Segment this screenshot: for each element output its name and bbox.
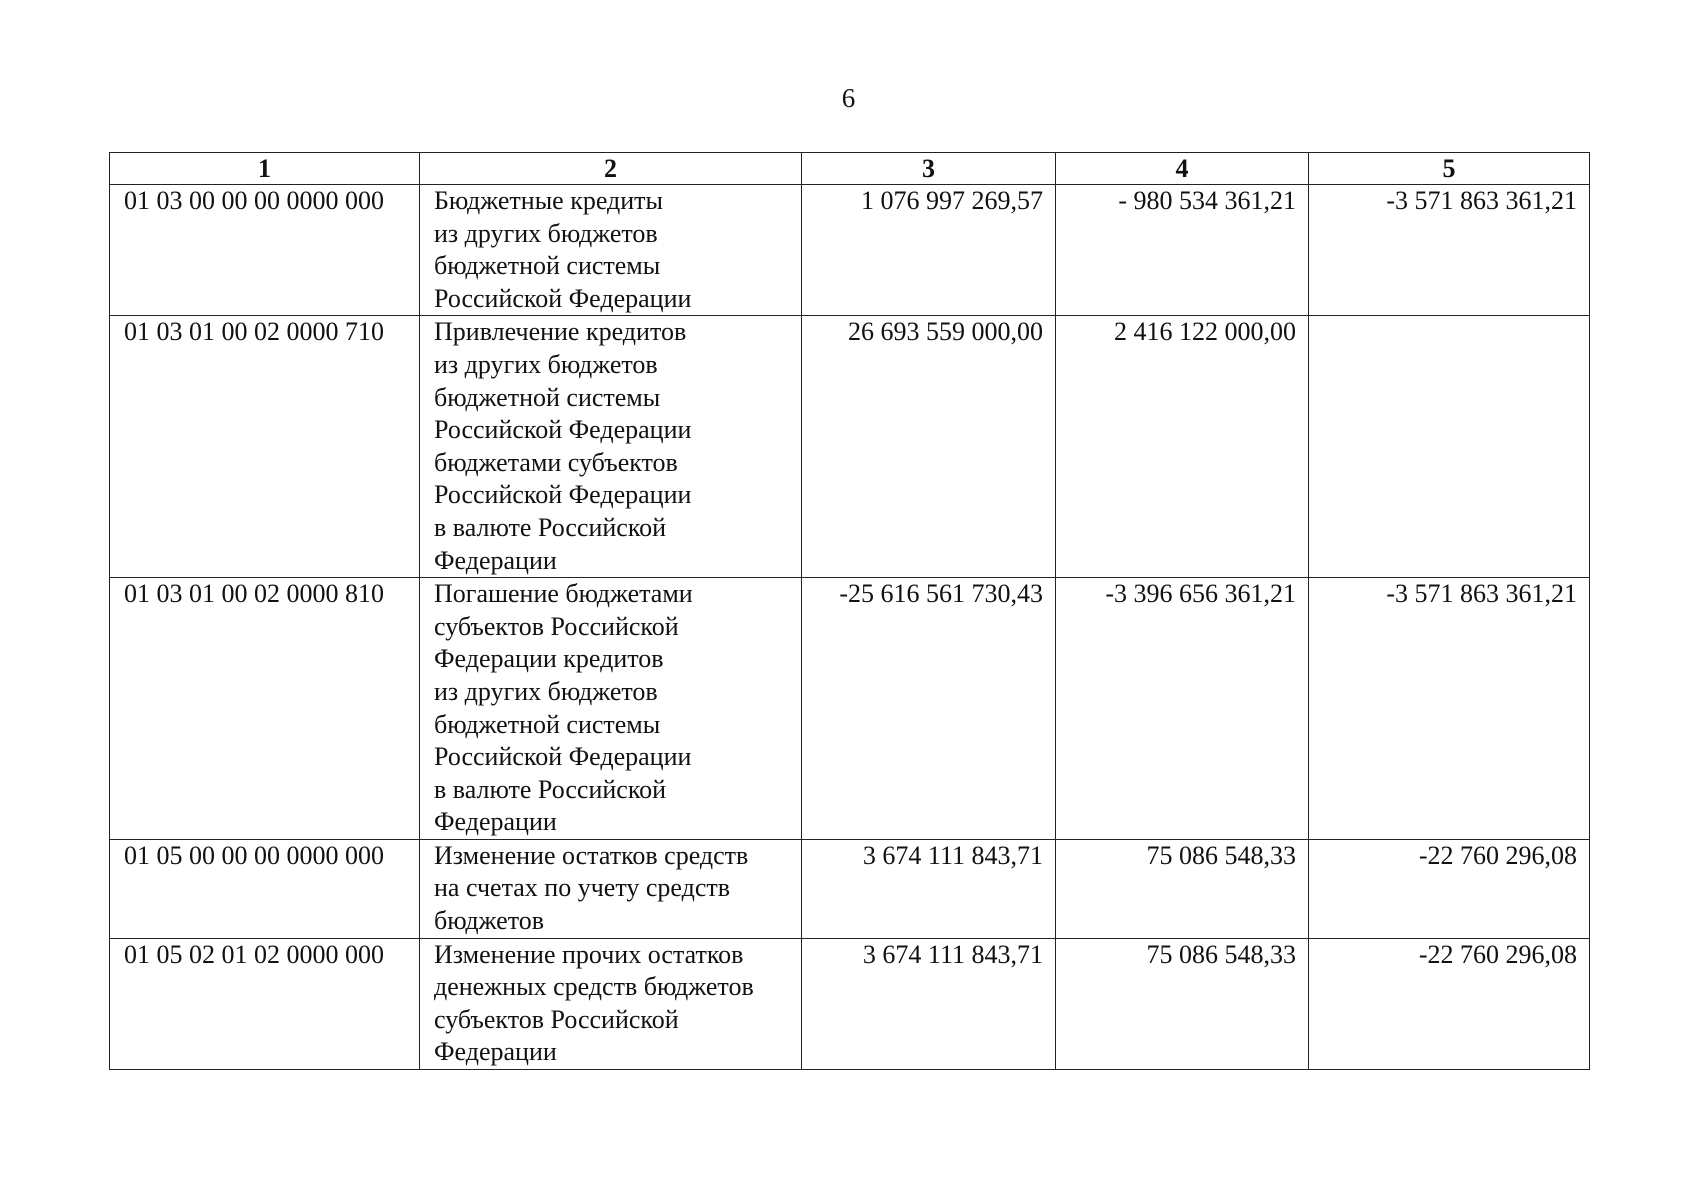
row-name [420, 839, 802, 938]
table-row [110, 938, 1590, 1069]
row-value-col-5: -22 760 296,08 [1309, 938, 1590, 1069]
budget-sources-table [109, 152, 1590, 1070]
row-value-col-5 [1309, 316, 1590, 578]
row-value-col-3: 26 693 559 000,00 [802, 316, 1056, 578]
row-name-line: бюджетной системы [434, 251, 661, 281]
row-code: 01 03 00 00 00 0000 000 [110, 185, 420, 316]
page-number: 6 [841, 83, 856, 113]
table-row [110, 839, 1590, 938]
row-name [420, 578, 802, 840]
row-value-col-5: -3 571 863 361,21 [1309, 185, 1590, 316]
row-code: 01 03 01 00 02 0000 810 [110, 578, 420, 840]
row-value-col-3: -25 616 561 730,43 [802, 578, 1056, 840]
row-value-col-5: -22 760 296,08 [1309, 839, 1590, 938]
row-name-line: в валюте Российской [434, 512, 667, 542]
row-name-line: бюджетами субъектов [434, 447, 678, 477]
row-name-line: Федерации [434, 1037, 557, 1067]
row-value-col-4: 75 086 548,33 [1056, 938, 1309, 1069]
header-col-1: 1 [110, 153, 420, 185]
row-code: 01 03 01 00 02 0000 710 [110, 316, 420, 578]
row-value-col-4: -3 396 656 361,21 [1056, 578, 1309, 840]
row-name-line: Бюджетные кредиты [434, 186, 664, 215]
row-value-col-3: 3 674 111 843,71 [802, 839, 1056, 938]
row-name-line: денежных средств бюджетов [434, 972, 754, 1002]
row-name-line: Федерации кредитов [434, 644, 664, 674]
table-row [110, 578, 1590, 840]
row-name-line: бюджетной системы [434, 709, 661, 739]
table-header [110, 153, 1590, 185]
row-value-col-3: 3 674 111 843,71 [802, 938, 1056, 1069]
row-name-line: Российской Федерации [434, 742, 692, 772]
row-name-line: Российской Федерации [434, 415, 692, 445]
row-name-line: Российской Федерации [434, 283, 692, 313]
row-name [420, 938, 802, 1069]
row-value-col-4: 75 086 548,33 [1056, 839, 1309, 938]
header-col-3: 3 [802, 153, 1056, 185]
row-name-line: из других бюджетов [434, 218, 658, 248]
header-col-5: 5 [1309, 153, 1590, 185]
row-name [420, 185, 802, 316]
row-name-line: на счетах по учету средств [434, 873, 731, 903]
row-name-line: Федерации [434, 807, 557, 837]
row-name-line: Привлечение кредитов [434, 317, 687, 347]
table-row [110, 185, 1590, 316]
table-row [110, 316, 1590, 578]
row-name-line: Погашение бюджетами [434, 579, 693, 609]
row-value-col-4: 2 416 122 000,00 [1056, 316, 1309, 578]
row-name-line: Российской Федерации [434, 480, 692, 510]
row-name-line: бюджетов [434, 906, 545, 936]
row-name-line: из других бюджетов [434, 349, 658, 379]
row-name-line: Федерации [434, 545, 557, 575]
row-name-line: Изменение прочих остатков [434, 939, 744, 969]
table-body [110, 185, 1590, 1070]
row-name-line: субъектов Российской [434, 611, 679, 641]
row-name-line: Изменение остатков средств [434, 840, 749, 870]
header-col-2: 2 [420, 153, 802, 185]
row-code: 01 05 00 00 00 0000 000 [110, 839, 420, 938]
header-col-4: 4 [1056, 153, 1309, 185]
row-code: 01 05 02 01 02 0000 000 [110, 938, 420, 1069]
row-name-line: субъектов Российской [434, 1004, 679, 1034]
row-name [420, 316, 802, 578]
header-row [110, 153, 1590, 185]
row-name-line: бюджетной системы [434, 382, 661, 412]
row-value-col-5: -3 571 863 361,21 [1309, 578, 1590, 840]
row-name-line: из других бюджетов [434, 676, 658, 706]
row-name-line: в валюте Российской [434, 774, 667, 804]
row-value-col-3: 1 076 997 269,57 [802, 185, 1056, 316]
row-value-col-4: - 980 534 361,21 [1056, 185, 1309, 316]
